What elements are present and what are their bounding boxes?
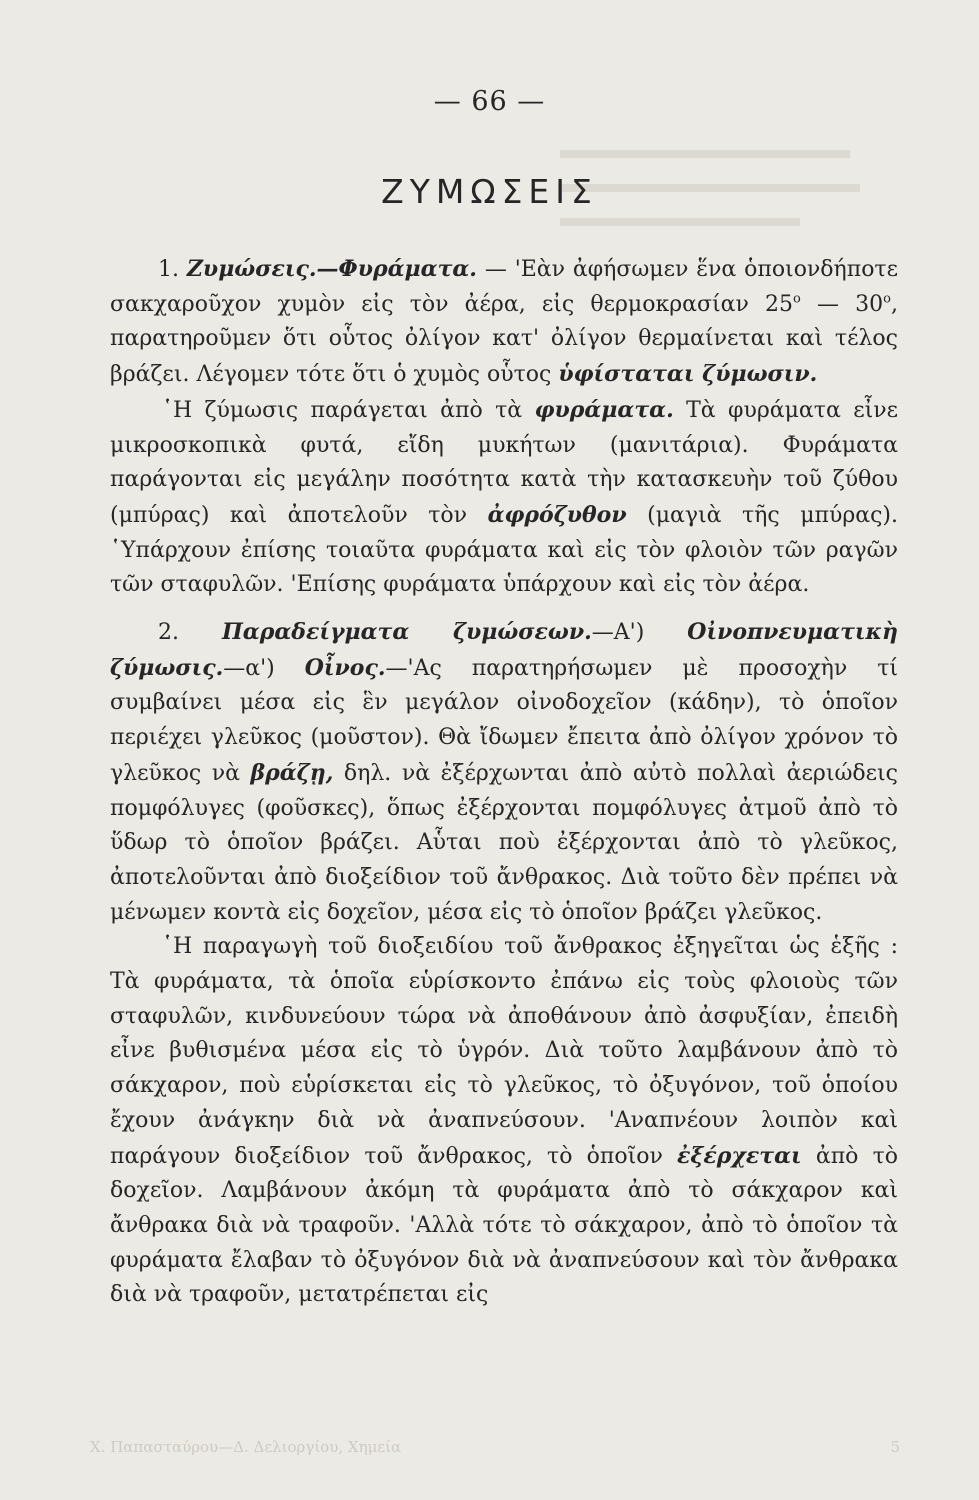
paragraph-3-text-d: δηλ. νὰ ἐξέρχωνται ἀπὸ αὐτὸ πολλαὶ ἀεριώδεις πομφόλυγες (φοῦσκες), ὅπως ἐξέρχονται πομφόλυγες ἀτμοῦ ἀπὸ τὸ ὕδωρ τὸ ὁποῖον βράζει. Αὗται ποὺ ἐξέρχονται ἀπὸ τὸ γλεῦκος, ἀποτελοῦνται ἀπὸ διοξείδιον τοῦ ἄνθρακος. Διὰ τοῦτο δὲν πρέπει νὰ μένωμεν κοντὰ εἰς δοχεῖον, μέσα εἰς τὸ ὁποῖον βράζει γλεῦκος. — [110, 760, 898, 925]
section-1-heading: Ζυμώσεις.—Φυράματα. — [186, 256, 477, 282]
paragraph-1-text-c: , παρατηροῦμεν ὅτι οὗτος ὀλίγον κατ' ὀλίγον θερμαίνεται καὶ τέλος βράζει. Λέγομεν τότε ὅτι ὁ χυμὸς οὗτος — [110, 291, 898, 388]
paragraph-4 — [110, 930, 898, 1313]
paragraph-4-text-a: ῾Η παραγωγὴ τοῦ διοξειδίου τοῦ ἄνθρακος ἐξηγεῖται ὡς ἑξῆς : Τὰ φυράματα, τὰ ὁποῖα εὑρίσκοντο ἐπάνω εἰς τοὺς φλοιοὺς τῶν σταφυλῶν, κινδυνεύουν τώρα νὰ ἀποθάνουν ἀπὸ ἀσφυξίαν, ἐπειδὴ εἶνε βυθισμένα μέσα εἰς τὸ ὑγρόν. Διὰ τοῦτο λαμβάνουν ἀπὸ τὸ σάκχαρον, ποὺ εὑρίσκεται εἰς τὸ γλεῦκος, τὸ ὀξυγόνον, τοῦ ὁποίου ἔχουν ἀνάγκην διὰ νὰ ἀναπνεύσουν. 'Αναπνέουν λοιπὸν καὶ παράγουν διοξείδιον τοῦ ἄνθρακος, τὸ ὁποῖον — [110, 934, 898, 1169]
paragraph-2-text-a: ῾Η ζύμωσις παράγεται ἀπὸ τὰ — [162, 397, 535, 423]
section-2-number: 2. — [158, 620, 179, 646]
page-footer — [90, 1438, 900, 1456]
section-2-heading: Παραδείγματα ζυμώσεων. — [222, 619, 592, 646]
subheading-alcoholic-fermentation: Οἰνοπνευματικὴ ζύμωσις. — [110, 619, 899, 681]
degree-mark-1: ο — [793, 291, 801, 307]
paragraph-2-text-b: Τὰ φυράματα εἶνε μικροσκοπικὰ φυτά, εἴδη μυκήτων (μανιτάρια). Φυράματα παράγονται εἰς μεγάλην ποσότητα κατὰ τὴν κατασκευὴν τοῦ ζύθου (μπύρας) καὶ ἀποτελοῦν τὸν — [110, 397, 899, 528]
paragraph-3-text-b: —α') — [223, 655, 305, 681]
term-exerchetai: ἐξέρχεται — [677, 1142, 802, 1169]
degree-mark-2: ο — [883, 291, 891, 307]
term-afrozython: ἀφρόζυθον — [487, 501, 627, 528]
paragraph-3 — [110, 615, 898, 930]
section-1-number: 1. — [158, 257, 179, 282]
term-vrazi: βράζῃ, — [250, 759, 334, 786]
term-fyramata: φυράματα. — [534, 396, 674, 423]
subheading-wine: Οἶνος. — [304, 654, 386, 681]
paragraph-4-text-b: ἀπὸ τὸ δοχεῖον. Λαμβάνουν ἀκόμη τὰ φυράματα ἀπὸ τὸ σάκχαρον καὶ ἄνθρακα διὰ νὰ τραφοῦν. 'Αλλὰ τότε τὸ σάκχαρον, ἀπὸ τὸ ὁποῖον τὰ φυράματα ἔλαβαν τὸ ὀξυγόνον διὰ νὰ ἀναπνεύσουν καὶ τὸν ἄνθρακα διὰ νὰ τραφοῦν, μετατρέπεται εἰς — [110, 1143, 898, 1308]
paragraph-2-text-c: (μαγιὰ τῆς μπύρας). ῾Υπάρχουν ἐπίσης τοιαῦτα φυράματα καὶ εἰς τὸν φλοιὸν τῶν ραγῶν τῶν σταφυλῶν. 'Επίσης φυράματα ὑπάρχουν καὶ εἰς τὸν ἀέρα. — [110, 502, 899, 598]
text-body — [110, 252, 898, 1313]
paragraph-1-text-b: — 30 — [800, 291, 884, 317]
paragraph-3-text-a: —Α') — [591, 620, 688, 646]
paragraph-1-text-a: — 'Εὰν ἀφήσωμεν ἕνα ὁποιονδήποτε σακχαροῦχον χυμὸν εἰς τὸν ἀέρα, εἰς θερμοκρασίαν 25 — [110, 257, 899, 317]
page-number: — 66 — — [433, 86, 546, 117]
footer-authors: Χ. Παπασταύρου—Δ. Δελιοργίου, Χημεία — [90, 1438, 402, 1456]
paragraph-2 — [110, 393, 898, 603]
paragraph-1 — [110, 252, 898, 393]
paragraph-3-text-c: —'Ας παρατηρήσωμεν μὲ προσοχὴν τί συμβαίνει μέσα εἰς ἓν μεγάλον οἰνοδοχεῖον (κάδην), τὸ ὁποῖον περιέχει γλεῦκος (μοῦστον). Θὰ ἴδωμεν ἔπειτα ἀπὸ ὀλίγον χρόνον τὸ γλεῦκος νὰ — [110, 655, 898, 786]
chapter-title: ΖΥΜΩΣΕΙΣ — [381, 172, 598, 211]
footer-signature-number: 5 — [890, 1438, 900, 1456]
term-yfistatai-zymosin: ὑφίσταται ζύμωσιν. — [558, 361, 818, 388]
